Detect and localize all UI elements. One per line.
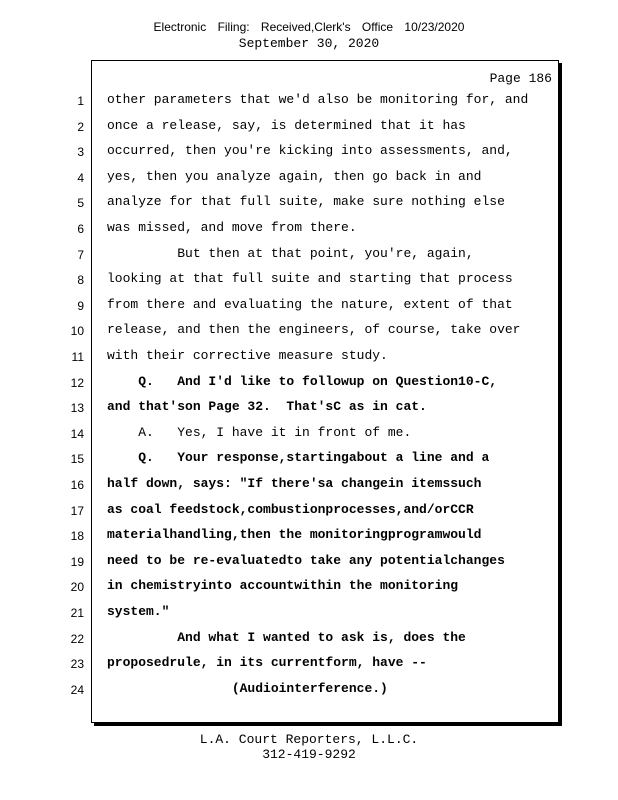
line-text: But then at that point, you're, again, <box>107 245 474 261</box>
line-text: proposedrule, in its currentform, have -- <box>107 655 427 671</box>
line-text: looking at that full suite and starting that process <box>107 271 513 287</box>
transcript-line <box>0 116 618 142</box>
transcript-line <box>0 295 618 321</box>
line-number: 22 <box>70 631 84 646</box>
line-number: 4 <box>77 170 84 185</box>
transcript-line <box>0 525 618 551</box>
transcript-line <box>0 397 618 423</box>
transcript-line <box>0 602 618 628</box>
transcript-line <box>0 141 618 167</box>
transcript-line <box>0 474 618 500</box>
line-text: occurred, then you're kicking into assessments, and, <box>107 143 513 159</box>
line-number: 18 <box>70 529 84 544</box>
filed-date: 10/23/2020 <box>404 20 465 34</box>
line-text: yes, then you analyze again, then go back in and <box>107 168 482 184</box>
line-number: 17 <box>70 503 84 518</box>
transcript-line <box>0 551 618 577</box>
line-text: And what I wanted to ask is, does the <box>107 629 466 645</box>
line-text: once a release, say, is determined that it has <box>107 117 466 133</box>
line-number: 3 <box>77 145 84 160</box>
line-number: 16 <box>70 478 84 492</box>
transcript-line <box>0 192 618 218</box>
line-text: was missed, and move from there. <box>107 220 357 235</box>
received-label: Received,Clerk's <box>260 20 351 34</box>
transcript-line <box>0 320 618 346</box>
line-text: Q. And I'd like to followup on Question10-C, <box>107 373 498 389</box>
line-number: 9 <box>77 298 84 313</box>
line-text: half down, says: "If there'sa changein itemssuch <box>107 476 482 491</box>
transcript-line <box>0 218 618 244</box>
line-number: 13 <box>70 401 84 416</box>
page-number: Page 186 <box>489 71 552 86</box>
line-text: with their corrective measure study. <box>107 348 388 363</box>
line-number: 10 <box>70 324 84 339</box>
filing-word: Filing: <box>217 20 250 34</box>
line-number: 19 <box>70 554 84 569</box>
footer-phone: 312-419-9292 <box>262 747 356 762</box>
transcript-line <box>0 448 618 474</box>
transcript-line <box>0 423 618 449</box>
line-text: analyze for that full suite, make sure nothing else <box>107 194 505 210</box>
line-number: 6 <box>77 222 84 236</box>
line-text: materialhandling,then the monitoringprogramwould <box>107 527 482 543</box>
line-number: 24 <box>70 682 84 697</box>
transcript-line <box>0 372 618 398</box>
line-number: 21 <box>70 606 84 620</box>
transcript-line <box>0 653 618 679</box>
transcript-line <box>0 500 618 526</box>
line-number: 11 <box>71 350 84 364</box>
transcript-date: September 30, 2020 <box>238 36 380 51</box>
line-text: need to be re-evaluatedto take any potentialchanges <box>107 552 505 568</box>
line-number: 15 <box>70 452 84 467</box>
transcript-line <box>0 576 618 602</box>
office-label: Office <box>361 20 394 34</box>
transcript-line <box>0 269 618 295</box>
transcript-line <box>0 628 618 654</box>
line-number: 8 <box>77 273 84 288</box>
transcript-line <box>0 244 618 270</box>
line-text: and that'son Page 32. That'sC as in cat. <box>107 399 427 415</box>
line-text: system." <box>107 604 170 619</box>
line-text: release, and then the engineers, of course, take over <box>107 322 521 338</box>
transcript-line <box>0 679 618 705</box>
filing-stamp <box>0 20 618 34</box>
transcript-line <box>0 90 618 116</box>
line-text: Q. Your response,startingabout a line and a <box>107 450 490 466</box>
line-text: from there and evaluating the nature, extent of that <box>107 296 513 312</box>
footer-company: L.A. Court Reporters, L.L.C. <box>199 732 419 747</box>
line-number: 23 <box>70 657 84 672</box>
line-text: other parameters that we'd also be monitoring for, and <box>107 92 529 107</box>
line-number: 7 <box>77 247 84 262</box>
line-text: in chemistryinto accountwithin the monitoring <box>107 578 459 594</box>
transcript-line <box>0 167 618 193</box>
line-text: A. Yes, I have it in front of me. <box>107 424 412 440</box>
line-number: 2 <box>77 119 84 134</box>
line-text: (Audiointerference.) <box>107 680 388 696</box>
line-number: 20 <box>70 580 84 595</box>
transcript-line <box>0 346 618 372</box>
line-text: as coal feedstock,combustionprocesses,and/orCCR <box>107 501 474 517</box>
line-number: 12 <box>70 375 84 390</box>
line-number: 5 <box>77 196 84 211</box>
filing-label: Electronic <box>153 20 207 34</box>
line-number: 1 <box>77 94 84 108</box>
line-number: 14 <box>70 426 84 441</box>
